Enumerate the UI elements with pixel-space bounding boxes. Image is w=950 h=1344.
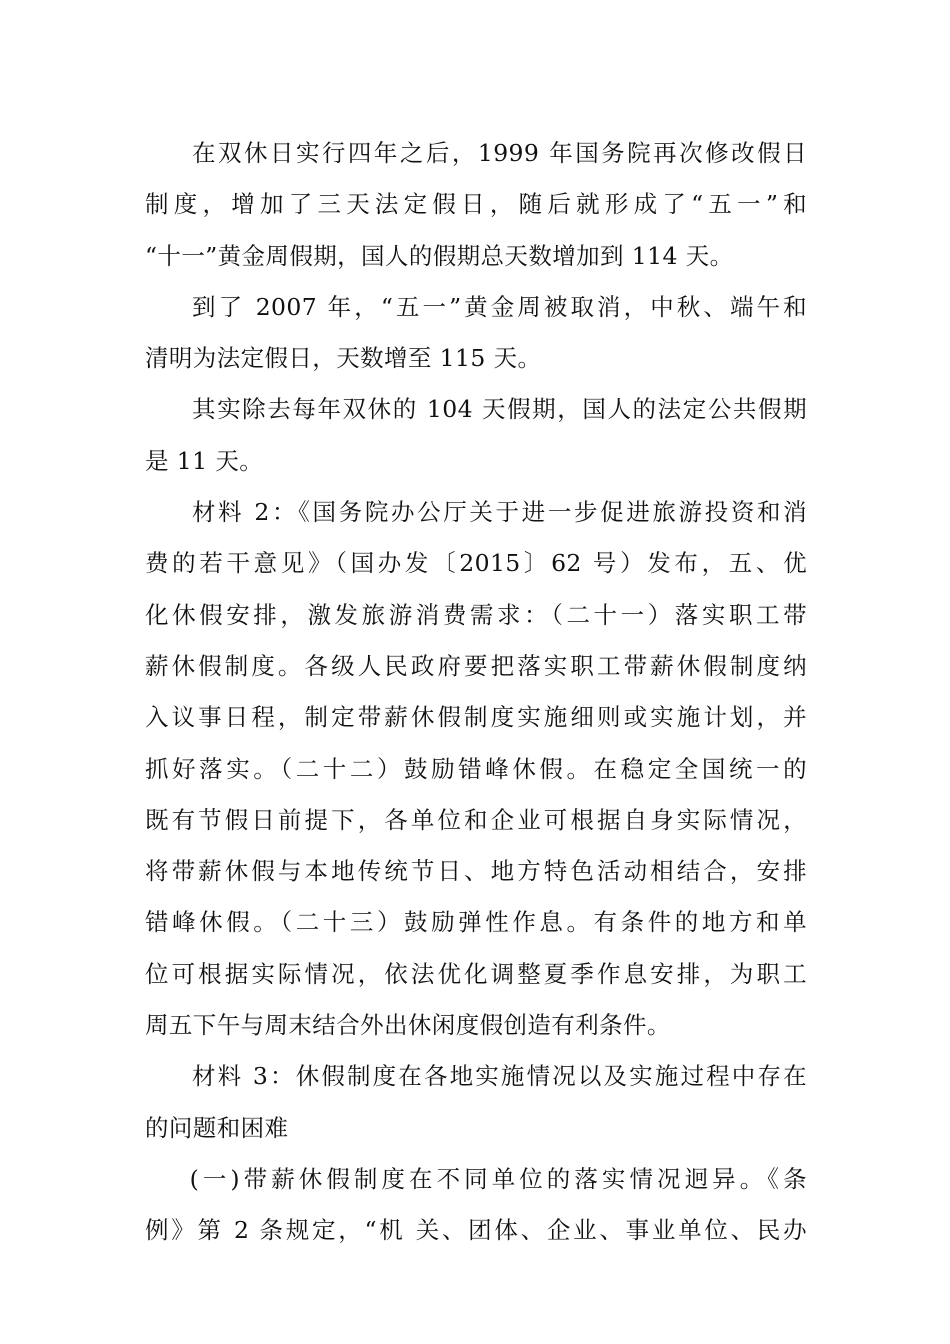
text-line: 其实除去每年双休的 104 天假期，国人的法定公共假期 <box>192 395 807 424</box>
text-line: 薪休假制度。各级人民政府要把落实职工带薪休假制度纳 <box>145 651 807 680</box>
text-line: 制度，增加了三天法定假日，随后就形成了“五一”和 <box>145 190 807 219</box>
text-line: 位可根据实际情况，依法优化调整夏季作息安排，为职工 <box>145 959 807 988</box>
paragraph-material-3 <box>145 1051 807 1154</box>
text-line: 将带薪休假与本地传统节日、地方特色活动相结合，安排 <box>145 857 807 886</box>
text-line: 的问题和困难 <box>145 1113 289 1142</box>
text-line: 材料 2：《国务院办公厅关于进一步促进旅游投资和消 <box>192 498 807 527</box>
text-line: 在双休日实行四年之后，1999 年国务院再次修改假日 <box>192 139 807 167</box>
text-line: 既有节假日前提下，各单位和企业可根据自身实际情况， <box>145 805 807 834</box>
text-line: “十一”黄金周假期，国人的假期总天数增加到 114 天。 <box>145 241 734 270</box>
text-line: 材料 3：休假制度在各地实施情况以及实施过程中存在 <box>192 1062 807 1091</box>
text-line: (一)带薪休假制度在不同单位的落实情况迥异。《条 <box>189 1164 807 1193</box>
text-line: 是 11 天。 <box>145 446 264 475</box>
document-body <box>145 128 807 1257</box>
text-line: 到了 2007 年，“五一”黄金周被取消，中秋、端午和 <box>192 292 807 321</box>
paragraph-holiday-2007 <box>145 282 807 385</box>
paragraph-material-2 <box>145 487 807 1051</box>
text-line: 错峰休假。（二十三）鼓励弹性作息。有条件的地方和单 <box>145 908 807 937</box>
paragraph-holiday-1999 <box>145 128 807 282</box>
text-line: 抓好落实。（二十二）鼓励错峰休假。在稳定全国统一的 <box>145 754 807 783</box>
text-line: 例》第 2 条规定，“机 关、团体、企业、事业单位、民办 <box>145 1216 807 1245</box>
paragraph-public-holidays <box>145 384 807 487</box>
text-line: 清明为法定假日，天数增至 115 天。 <box>145 344 542 373</box>
paragraph-section-1 <box>145 1154 807 1257</box>
text-line: 费的若干意见》（国办发〔2015〕62 号）发布，五、优 <box>145 549 807 578</box>
text-line: 周五下午与周末结合外出休闲度假创造有利条件。 <box>145 1011 671 1040</box>
text-line: 化休假安排，激发旅游消费需求：（二十一）落实职工带 <box>145 600 807 629</box>
text-line: 入议事日程，制定带薪休假制度实施细则或实施计划，并 <box>145 703 807 732</box>
